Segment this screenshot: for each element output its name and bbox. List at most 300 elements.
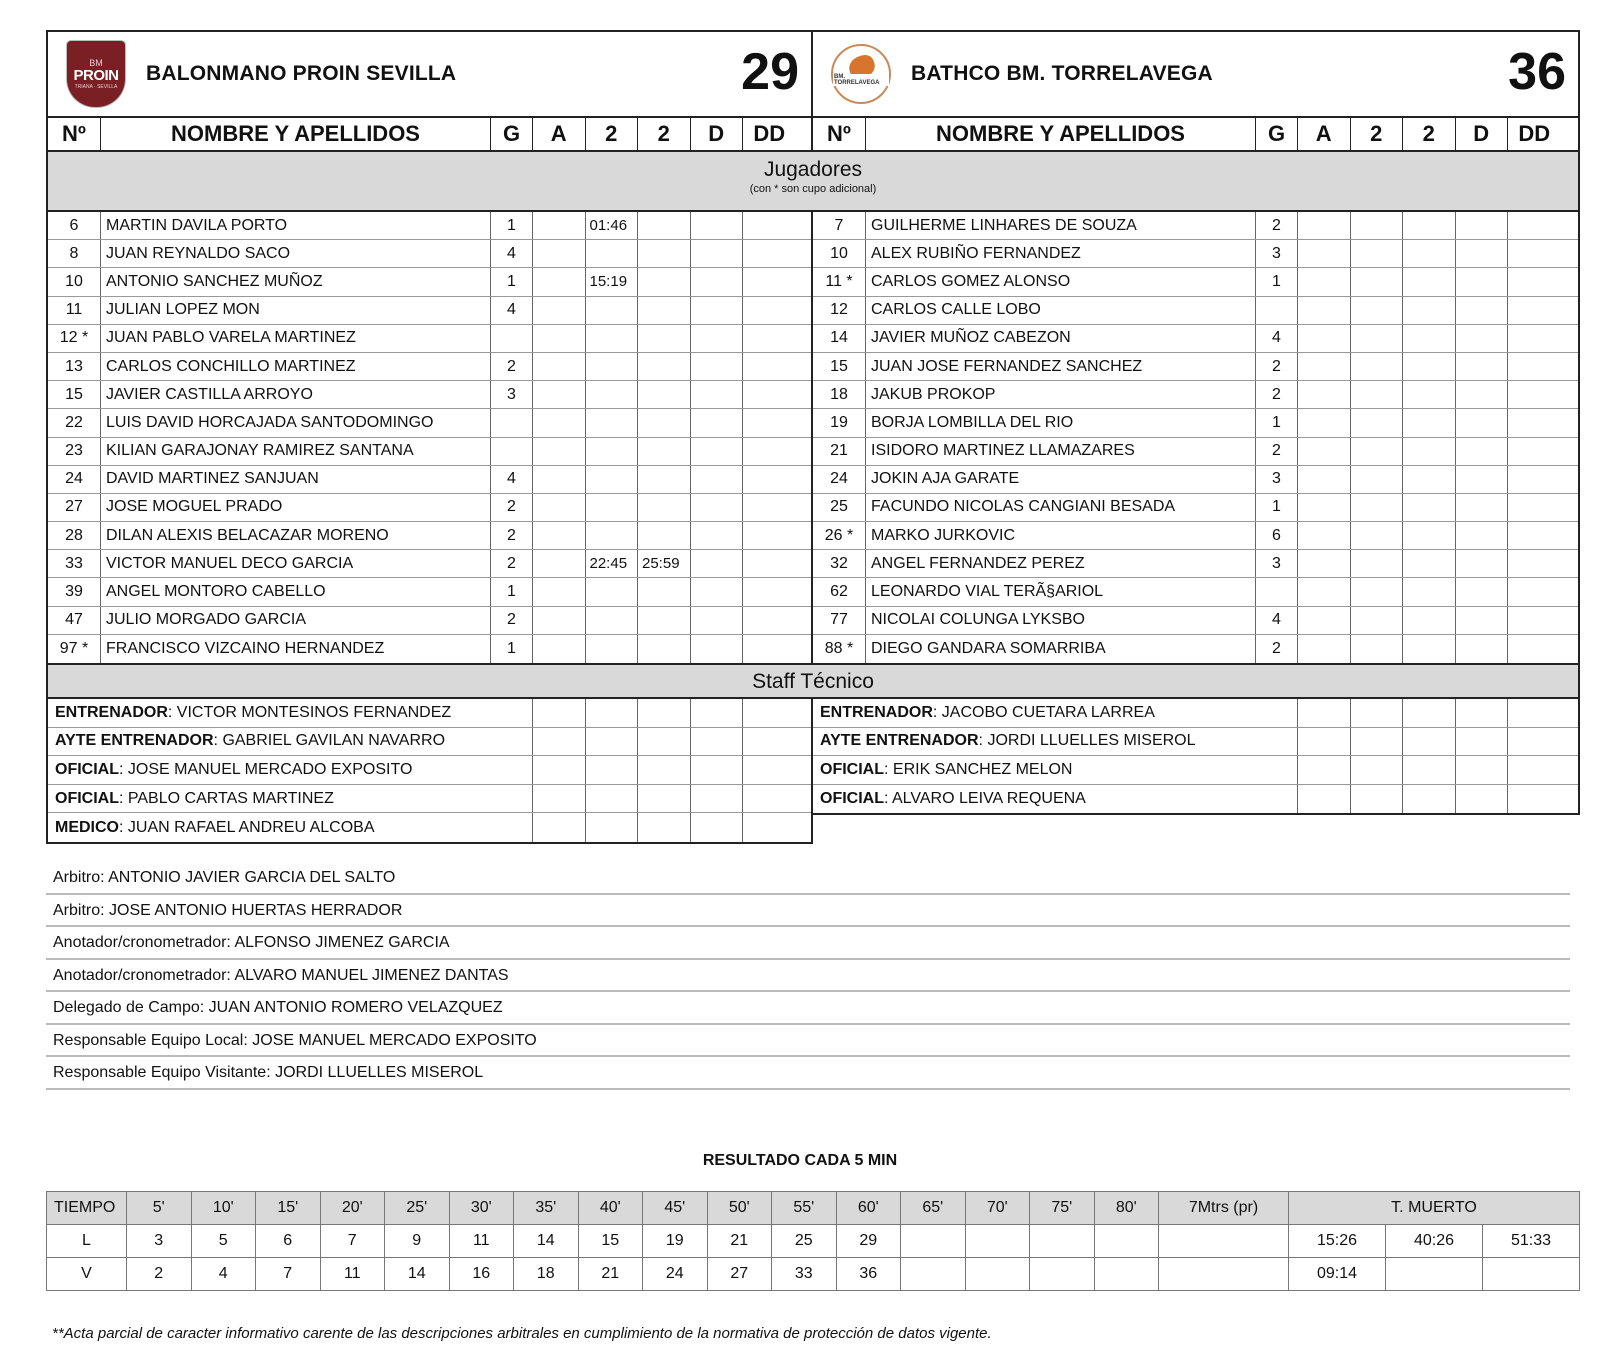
player-row — [48, 494, 811, 522]
player-name: CARLOS CONCHILLO MARTINEZ — [101, 353, 491, 380]
results-timeout-cell — [1386, 1258, 1483, 1291]
player-suspension-2 — [1403, 409, 1456, 436]
player-goals — [1256, 578, 1298, 605]
player-suspension-1 — [586, 297, 639, 324]
staff-name: : VICTOR MONTESINOS FERNANDEZ — [167, 703, 452, 721]
player-dd — [743, 578, 796, 605]
player-number: 39 — [48, 578, 101, 605]
player-goals: 3 — [1256, 466, 1298, 493]
player-row — [48, 550, 811, 578]
player-suspension-1 — [1351, 268, 1404, 295]
player-disqualification — [1456, 325, 1509, 352]
player-number: 13 — [48, 353, 101, 380]
results-minute-header: 25' — [385, 1192, 450, 1225]
player-warning — [1298, 607, 1351, 634]
player-dd — [743, 240, 796, 267]
player-suspension-2 — [638, 578, 691, 605]
player-disqualification — [691, 522, 744, 549]
player-warning — [1298, 494, 1351, 521]
staff-empty-cell — [1351, 699, 1404, 727]
staff-name: : ERIK SANCHEZ MELON — [884, 760, 1073, 778]
player-number: 32 — [813, 550, 866, 577]
player-goals: 3 — [1256, 550, 1298, 577]
match-roster — [46, 30, 1580, 844]
player-row — [48, 409, 811, 437]
player-suspension-1: 22:45 — [586, 550, 639, 577]
player-row — [48, 212, 811, 240]
player-number: 14 — [813, 325, 866, 352]
results-score-cell: 4 — [191, 1258, 256, 1291]
official-row: Arbitro: ANTONIO JAVIER GARCIA DEL SALTO — [46, 862, 1570, 895]
staff-empty-cell — [638, 728, 691, 756]
player-disqualification — [1456, 240, 1509, 267]
player-dd — [743, 381, 796, 408]
results-score-cell — [1094, 1225, 1159, 1258]
player-name: NICOLAI COLUNGA LYKSBO — [866, 607, 1256, 634]
player-name: ISIDORO MARTINEZ LLAMAZARES — [866, 438, 1256, 465]
player-name: KILIAN GARAJONAY RAMIREZ SANTANA — [101, 438, 491, 465]
player-suspension-2 — [638, 297, 691, 324]
staff-row — [813, 699, 1578, 728]
col-header-goals: G — [1256, 118, 1298, 150]
player-row — [813, 325, 1578, 353]
results-score-cell: 9 — [385, 1225, 450, 1258]
player-suspension-2 — [1403, 325, 1456, 352]
player-dd — [743, 268, 796, 295]
results-minute-header: 65' — [901, 1192, 966, 1225]
player-dd — [743, 635, 796, 663]
player-row — [813, 268, 1578, 296]
player-suspension-2 — [1403, 240, 1456, 267]
player-name: CARLOS CALLE LOBO — [866, 297, 1256, 324]
player-warning — [1298, 550, 1351, 577]
results-timeout-cell — [1483, 1258, 1580, 1291]
results-minute-header: 30' — [449, 1192, 514, 1225]
player-goals: 1 — [1256, 268, 1298, 295]
results-team-label: V — [47, 1258, 127, 1291]
results-score-cell: 36 — [836, 1258, 901, 1291]
player-goals: 2 — [491, 607, 533, 634]
player-suspension-2 — [1403, 578, 1456, 605]
player-suspension-1 — [586, 381, 639, 408]
results-minute-header: 60' — [836, 1192, 901, 1225]
player-row — [813, 466, 1578, 494]
player-suspension-1 — [1351, 522, 1404, 549]
results-score-cell: 18 — [514, 1258, 579, 1291]
results-score-cell: 3 — [127, 1225, 192, 1258]
player-disqualification — [691, 409, 744, 436]
player-warning — [533, 438, 586, 465]
player-dd — [1508, 409, 1561, 436]
torrelavega-round-logo-icon — [827, 40, 895, 108]
staff-role: OFICIAL — [820, 790, 884, 808]
staff-row — [813, 785, 1578, 814]
logo-text: BM — [89, 57, 103, 68]
official-row: Responsable Equipo Visitante: JORDI LLUELLES MISEROL — [46, 1057, 1570, 1090]
teams-header — [46, 30, 1580, 116]
results-minute-header: 75' — [1030, 1192, 1095, 1225]
player-warning — [533, 381, 586, 408]
player-goals — [491, 438, 533, 465]
results-team-label: L — [47, 1225, 127, 1258]
col-header-number: Nº — [48, 118, 101, 150]
player-suspension-1 — [586, 494, 639, 521]
staff-table — [46, 699, 1580, 844]
staff-member — [48, 699, 533, 727]
player-warning — [1298, 635, 1351, 663]
player-goals: 3 — [1256, 240, 1298, 267]
results-minute-header: 70' — [965, 1192, 1030, 1225]
player-number: 10 — [813, 240, 866, 267]
player-row — [48, 268, 811, 296]
player-number: 22 — [48, 409, 101, 436]
player-warning — [1298, 409, 1351, 436]
player-disqualification — [691, 353, 744, 380]
staff-role: AYTE ENTRENADOR — [820, 732, 979, 750]
player-row — [48, 578, 811, 606]
player-number: 6 — [48, 212, 101, 239]
player-number: 15 — [813, 353, 866, 380]
staff-empty-cell — [1508, 785, 1561, 814]
player-row — [813, 212, 1578, 240]
player-row — [48, 381, 811, 409]
player-dd — [743, 607, 796, 634]
staff-role: AYTE ENTRENADOR — [55, 732, 214, 750]
player-suspension-1 — [586, 438, 639, 465]
player-suspension-2 — [638, 635, 691, 663]
staff-empty-cell — [638, 785, 691, 813]
results-minute-header: 45' — [643, 1192, 708, 1225]
player-number: 27 — [48, 494, 101, 521]
staff-name: : GABRIEL GAVILAN NAVARRO — [213, 732, 446, 750]
staff-row — [813, 756, 1578, 785]
player-disqualification — [691, 212, 744, 239]
results-score-cell — [901, 1258, 966, 1291]
player-number: 8 — [48, 240, 101, 267]
player-suspension-2 — [638, 522, 691, 549]
player-name: JOKIN AJA GARATE — [866, 466, 1256, 493]
player-goals: 4 — [1256, 607, 1298, 634]
player-suspension-1 — [1351, 240, 1404, 267]
player-number: 28 — [48, 522, 101, 549]
player-row — [48, 522, 811, 550]
player-warning — [1298, 212, 1351, 239]
player-dd — [1508, 578, 1561, 605]
staff-member — [48, 756, 533, 784]
results-header-tiempo: TIEMPO — [47, 1192, 127, 1225]
staff-empty-cell — [638, 699, 691, 727]
player-goals: 1 — [491, 578, 533, 605]
player-row — [48, 607, 811, 635]
staff-member — [813, 699, 1298, 727]
staff-role: OFICIAL — [55, 760, 119, 778]
staff-empty-cell — [1351, 756, 1404, 784]
player-disqualification — [691, 240, 744, 267]
results-minute-header: 35' — [514, 1192, 579, 1225]
player-disqualification — [691, 381, 744, 408]
player-number: 11 — [48, 297, 101, 324]
player-number: 47 — [48, 607, 101, 634]
player-number: 26 * — [813, 522, 866, 549]
staff-role: ENTRENADOR — [55, 703, 168, 721]
player-goals: 2 — [1256, 353, 1298, 380]
col-header-warning: A — [533, 118, 586, 150]
player-dd — [743, 325, 796, 352]
player-row — [813, 381, 1578, 409]
player-goals: 2 — [491, 353, 533, 380]
results-score-cell: 7 — [320, 1225, 385, 1258]
results-score-cell: 21 — [707, 1225, 772, 1258]
results-score-cell: 16 — [449, 1258, 514, 1291]
player-disqualification — [1456, 578, 1509, 605]
staff-empty-cell — [1456, 756, 1509, 784]
player-goals: 2 — [491, 522, 533, 549]
player-name: JULIO MORGADO GARCIA — [101, 607, 491, 634]
results-score-cell: 11 — [320, 1258, 385, 1291]
player-name: CARLOS GOMEZ ALONSO — [866, 268, 1256, 295]
player-suspension-2 — [638, 409, 691, 436]
results-timeout-cell: 51:33 — [1483, 1225, 1580, 1258]
player-suspension-2 — [1403, 268, 1456, 295]
player-suspension-2 — [638, 268, 691, 295]
player-number: 33 — [48, 550, 101, 577]
player-row — [48, 635, 811, 663]
player-name: JAKUB PROKOP — [866, 381, 1256, 408]
player-disqualification — [1456, 297, 1509, 324]
visitor-team-score: 36 — [1508, 43, 1566, 101]
player-suspension-2 — [1403, 381, 1456, 408]
results-score-cell — [901, 1225, 966, 1258]
player-suspension-2 — [1403, 550, 1456, 577]
player-disqualification — [1456, 607, 1509, 634]
results-score-cell: 2 — [127, 1258, 192, 1291]
staff-role: OFICIAL — [55, 789, 119, 807]
player-suspension-1 — [1351, 409, 1404, 436]
player-number: 24 — [48, 466, 101, 493]
staff-empty-cell — [1298, 728, 1351, 756]
player-suspension-1 — [1351, 212, 1404, 239]
results-row — [47, 1258, 1580, 1291]
player-row — [48, 353, 811, 381]
player-suspension-2 — [638, 381, 691, 408]
results-score-cell: 27 — [707, 1258, 772, 1291]
staff-empty-cell — [533, 699, 586, 727]
player-disqualification — [1456, 212, 1509, 239]
column-headers — [46, 116, 1580, 152]
local-players-list — [48, 212, 813, 663]
staff-empty-cell — [743, 756, 796, 784]
player-suspension-2 — [1403, 522, 1456, 549]
player-warning — [1298, 353, 1351, 380]
player-goals: 6 — [1256, 522, 1298, 549]
player-suspension-1 — [1351, 607, 1404, 634]
results-score-cell: 15 — [578, 1225, 643, 1258]
player-warning — [533, 212, 586, 239]
player-suspension-2 — [638, 494, 691, 521]
results-minute-header: 20' — [320, 1192, 385, 1225]
results-score-cell: 14 — [385, 1258, 450, 1291]
player-disqualification — [691, 325, 744, 352]
player-goals: 1 — [491, 635, 533, 663]
results-score-cell: 6 — [256, 1225, 321, 1258]
official-row: Arbitro: JOSE ANTONIO HUERTAS HERRADOR — [46, 895, 1570, 928]
staff-empty-cell — [691, 813, 744, 842]
player-warning — [533, 240, 586, 267]
player-goals: 3 — [491, 381, 533, 408]
staff-empty-cell — [1508, 756, 1561, 784]
official-row: Responsable Equipo Local: JOSE MANUEL MERCADO EXPOSITO — [46, 1025, 1570, 1058]
staff-empty-cell — [586, 756, 639, 784]
results-score-cell: 29 — [836, 1225, 901, 1258]
player-name: ANTONIO SANCHEZ MUÑOZ — [101, 268, 491, 295]
player-warning — [1298, 522, 1351, 549]
results-score-cell: 19 — [643, 1225, 708, 1258]
player-warning — [1298, 466, 1351, 493]
player-name: JULIAN LOPEZ MON — [101, 297, 491, 324]
player-suspension-1 — [1351, 550, 1404, 577]
results-minute-header: 40' — [578, 1192, 643, 1225]
player-name: JAVIER MUÑOZ CABEZON — [866, 325, 1256, 352]
player-row — [813, 353, 1578, 381]
player-goals: 2 — [1256, 438, 1298, 465]
visitor-staff-list — [813, 699, 1580, 815]
player-name: JAVIER CASTILLA ARROYO — [101, 381, 491, 408]
player-warning — [533, 297, 586, 324]
player-warning — [1298, 297, 1351, 324]
player-suspension-1 — [586, 578, 639, 605]
staff-name: : JUAN RAFAEL ANDREU ALCOBA — [119, 818, 375, 836]
col-header-dd: DD — [1518, 121, 1551, 146]
player-row — [48, 325, 811, 353]
staff-member — [813, 785, 1298, 814]
staff-empty-cell — [533, 756, 586, 784]
players-table — [46, 212, 1580, 663]
player-disqualification — [1456, 381, 1509, 408]
staff-name: : JOSE MANUEL MERCADO EXPOSITO — [119, 760, 413, 778]
staff-role: MEDICO — [55, 818, 119, 836]
local-team-header — [48, 32, 813, 116]
player-number: 88 * — [813, 635, 866, 663]
player-disqualification — [691, 578, 744, 605]
player-suspension-2 — [1403, 438, 1456, 465]
player-number: 23 — [48, 438, 101, 465]
player-row — [813, 522, 1578, 550]
staff-empty-cell — [691, 728, 744, 756]
player-suspension-1 — [1351, 325, 1404, 352]
footnote: **Acta parcial de caracter informativo carente de las descripciones arbitrales en cumplimiento de la normativa de protección de datos vigente. — [52, 1325, 992, 1342]
player-row — [813, 240, 1578, 268]
col-header-goals: G — [491, 118, 533, 150]
official-row: Anotador/cronometrador: ALFONSO JIMENEZ GARCIA — [46, 927, 1570, 960]
player-dd — [1508, 325, 1561, 352]
player-disqualification — [1456, 466, 1509, 493]
player-warning — [533, 494, 586, 521]
results-score-cell — [1030, 1225, 1095, 1258]
player-warning — [533, 550, 586, 577]
results-score-cell — [1094, 1258, 1159, 1291]
staff-name: : JORDI LLUELLES MISEROL — [978, 732, 1196, 750]
player-dd — [743, 494, 796, 521]
player-goals: 4 — [1256, 325, 1298, 352]
staff-empty-cell — [1456, 785, 1509, 814]
player-goals — [491, 409, 533, 436]
player-suspension-1 — [1351, 438, 1404, 465]
results-timeout-cell: 09:14 — [1289, 1258, 1386, 1291]
logo-text: TRIANA · SEVILLA — [74, 83, 118, 90]
player-goals: 2 — [1256, 381, 1298, 408]
player-goals: 2 — [491, 494, 533, 521]
logo-text: PROIN — [73, 66, 119, 84]
staff-empty-cell — [638, 813, 691, 842]
staff-empty-cell — [743, 785, 796, 813]
col-header-name: NOMBRE Y APELLIDOS — [101, 118, 491, 150]
staff-row — [813, 728, 1578, 757]
player-dd — [1508, 466, 1561, 493]
player-dd — [1508, 635, 1561, 663]
staff-empty-cell — [743, 728, 796, 756]
staff-empty-cell — [533, 785, 586, 813]
staff-empty-cell — [586, 728, 639, 756]
player-goals: 2 — [1256, 212, 1298, 239]
results-timeout-cell: 40:26 — [1386, 1225, 1483, 1258]
player-warning — [533, 578, 586, 605]
col-header-disqualification: D — [1456, 118, 1509, 150]
player-dd — [743, 550, 796, 577]
staff-empty-cell — [1403, 756, 1456, 784]
staff-row — [48, 785, 811, 814]
player-warning — [1298, 240, 1351, 267]
player-suspension-1 — [1351, 381, 1404, 408]
player-suspension-2 — [638, 466, 691, 493]
player-number: 12 * — [48, 325, 101, 352]
results-minute-header: 15' — [256, 1192, 321, 1225]
staff-empty-cell — [586, 813, 639, 842]
players-section-note: (con * son cupo adicional) — [749, 183, 877, 195]
player-goals: 4 — [491, 466, 533, 493]
player-goals: 1 — [491, 212, 533, 239]
visitor-players-list — [813, 212, 1578, 663]
staff-name: : PABLO CARTAS MARTINEZ — [119, 789, 334, 807]
player-goals: 4 — [491, 240, 533, 267]
player-name: DILAN ALEXIS BELACAZAR MORENO — [101, 522, 491, 549]
staff-empty-cell — [1403, 728, 1456, 756]
staff-empty-cell — [1456, 699, 1509, 727]
player-goals: 1 — [491, 268, 533, 295]
player-name: MARKO JURKOVIC — [866, 522, 1256, 549]
player-disqualification — [1456, 494, 1509, 521]
results-header-row — [47, 1192, 1580, 1225]
official-row: Anotador/cronometrador: ALVARO MANUEL JIMENEZ DANTAS — [46, 960, 1570, 993]
col-header-number: Nº — [813, 118, 866, 150]
player-suspension-2 — [1403, 494, 1456, 521]
player-suspension-1 — [1351, 297, 1404, 324]
staff-empty-cell — [638, 756, 691, 784]
player-name: JOSE MOGUEL PRADO — [101, 494, 491, 521]
player-suspension-2 — [1403, 297, 1456, 324]
col-header-suspension-1: 2 — [586, 118, 639, 150]
player-name: FRANCISCO VIZCAINO HERNANDEZ — [101, 635, 491, 663]
players-section-header — [46, 152, 1580, 212]
local-team-score: 29 — [741, 43, 799, 101]
player-row — [813, 578, 1578, 606]
player-disqualification — [1456, 438, 1509, 465]
player-row — [813, 607, 1578, 635]
player-number: 15 — [48, 381, 101, 408]
player-disqualification — [1456, 409, 1509, 436]
col-header-name: NOMBRE Y APELLIDOS — [866, 118, 1256, 150]
results-penalties-header: 7Mtrs (pr) — [1159, 1192, 1289, 1225]
player-disqualification — [1456, 268, 1509, 295]
